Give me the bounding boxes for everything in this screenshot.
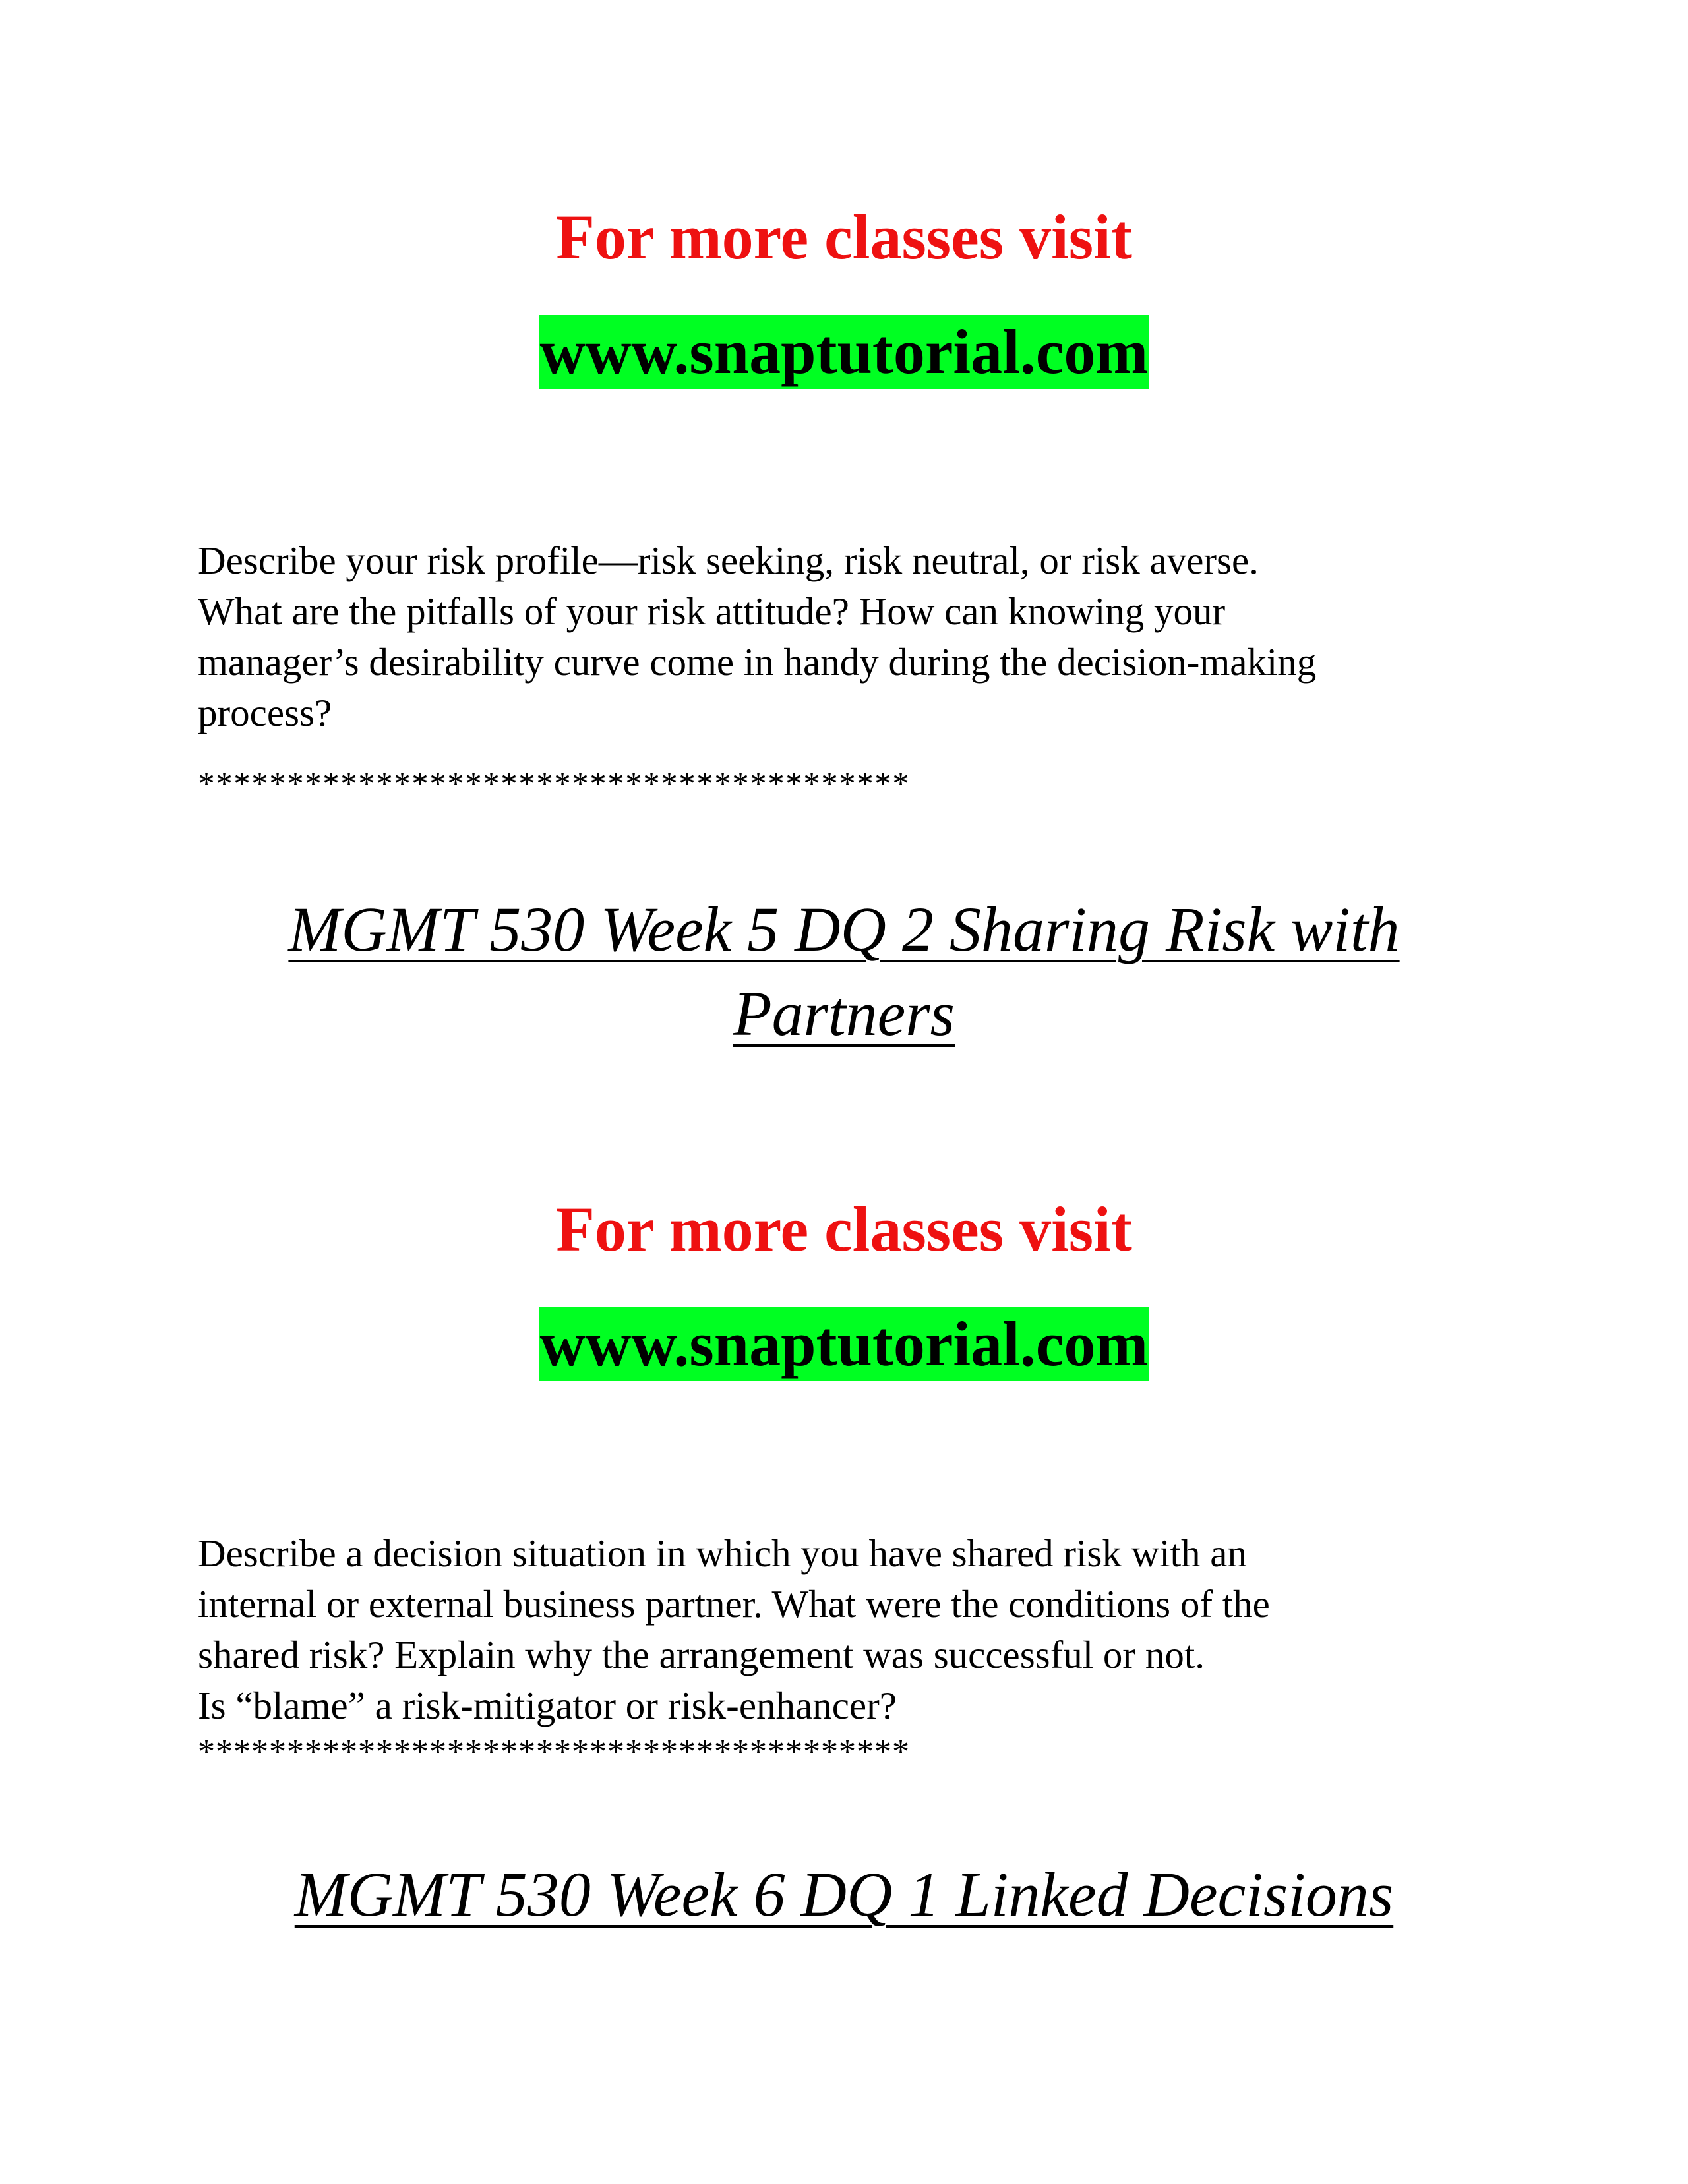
promo-link[interactable]: www.snaptutorial.com	[539, 315, 1150, 389]
promo-link-row	[0, 1307, 1688, 1381]
promo-heading: For more classes visit	[556, 1194, 1132, 1264]
course-title: MGMT 530 Week 6 DQ 1 Linked Decisions	[294, 1859, 1394, 1930]
question-text: Describe a decision situation in which you have shared risk with an internal or external business partner. What were the conditions of the shared risk? Explain why the arrangement was successful or not. Is “blame” a risk-mitigator or risk-enhancer?	[198, 1531, 1270, 1727]
promo-link[interactable]: www.snaptutorial.com	[539, 1307, 1150, 1381]
promo-link-row	[0, 315, 1688, 389]
separator-stars: ****************************************	[198, 1733, 910, 1771]
question-text: Describe your risk profile—risk seeking, risk neutral, or risk averse. What are the pitfalls of your risk attitude? How can knowing your manager’s desirability curve come in handy during the decision-making process?	[198, 539, 1317, 734]
separator-stars: ****************************************	[198, 765, 910, 803]
promo-heading: For more classes visit	[556, 202, 1132, 272]
course-title: MGMT 530 Week 5 DQ 2 Sharing Risk with Partners	[288, 894, 1400, 1049]
